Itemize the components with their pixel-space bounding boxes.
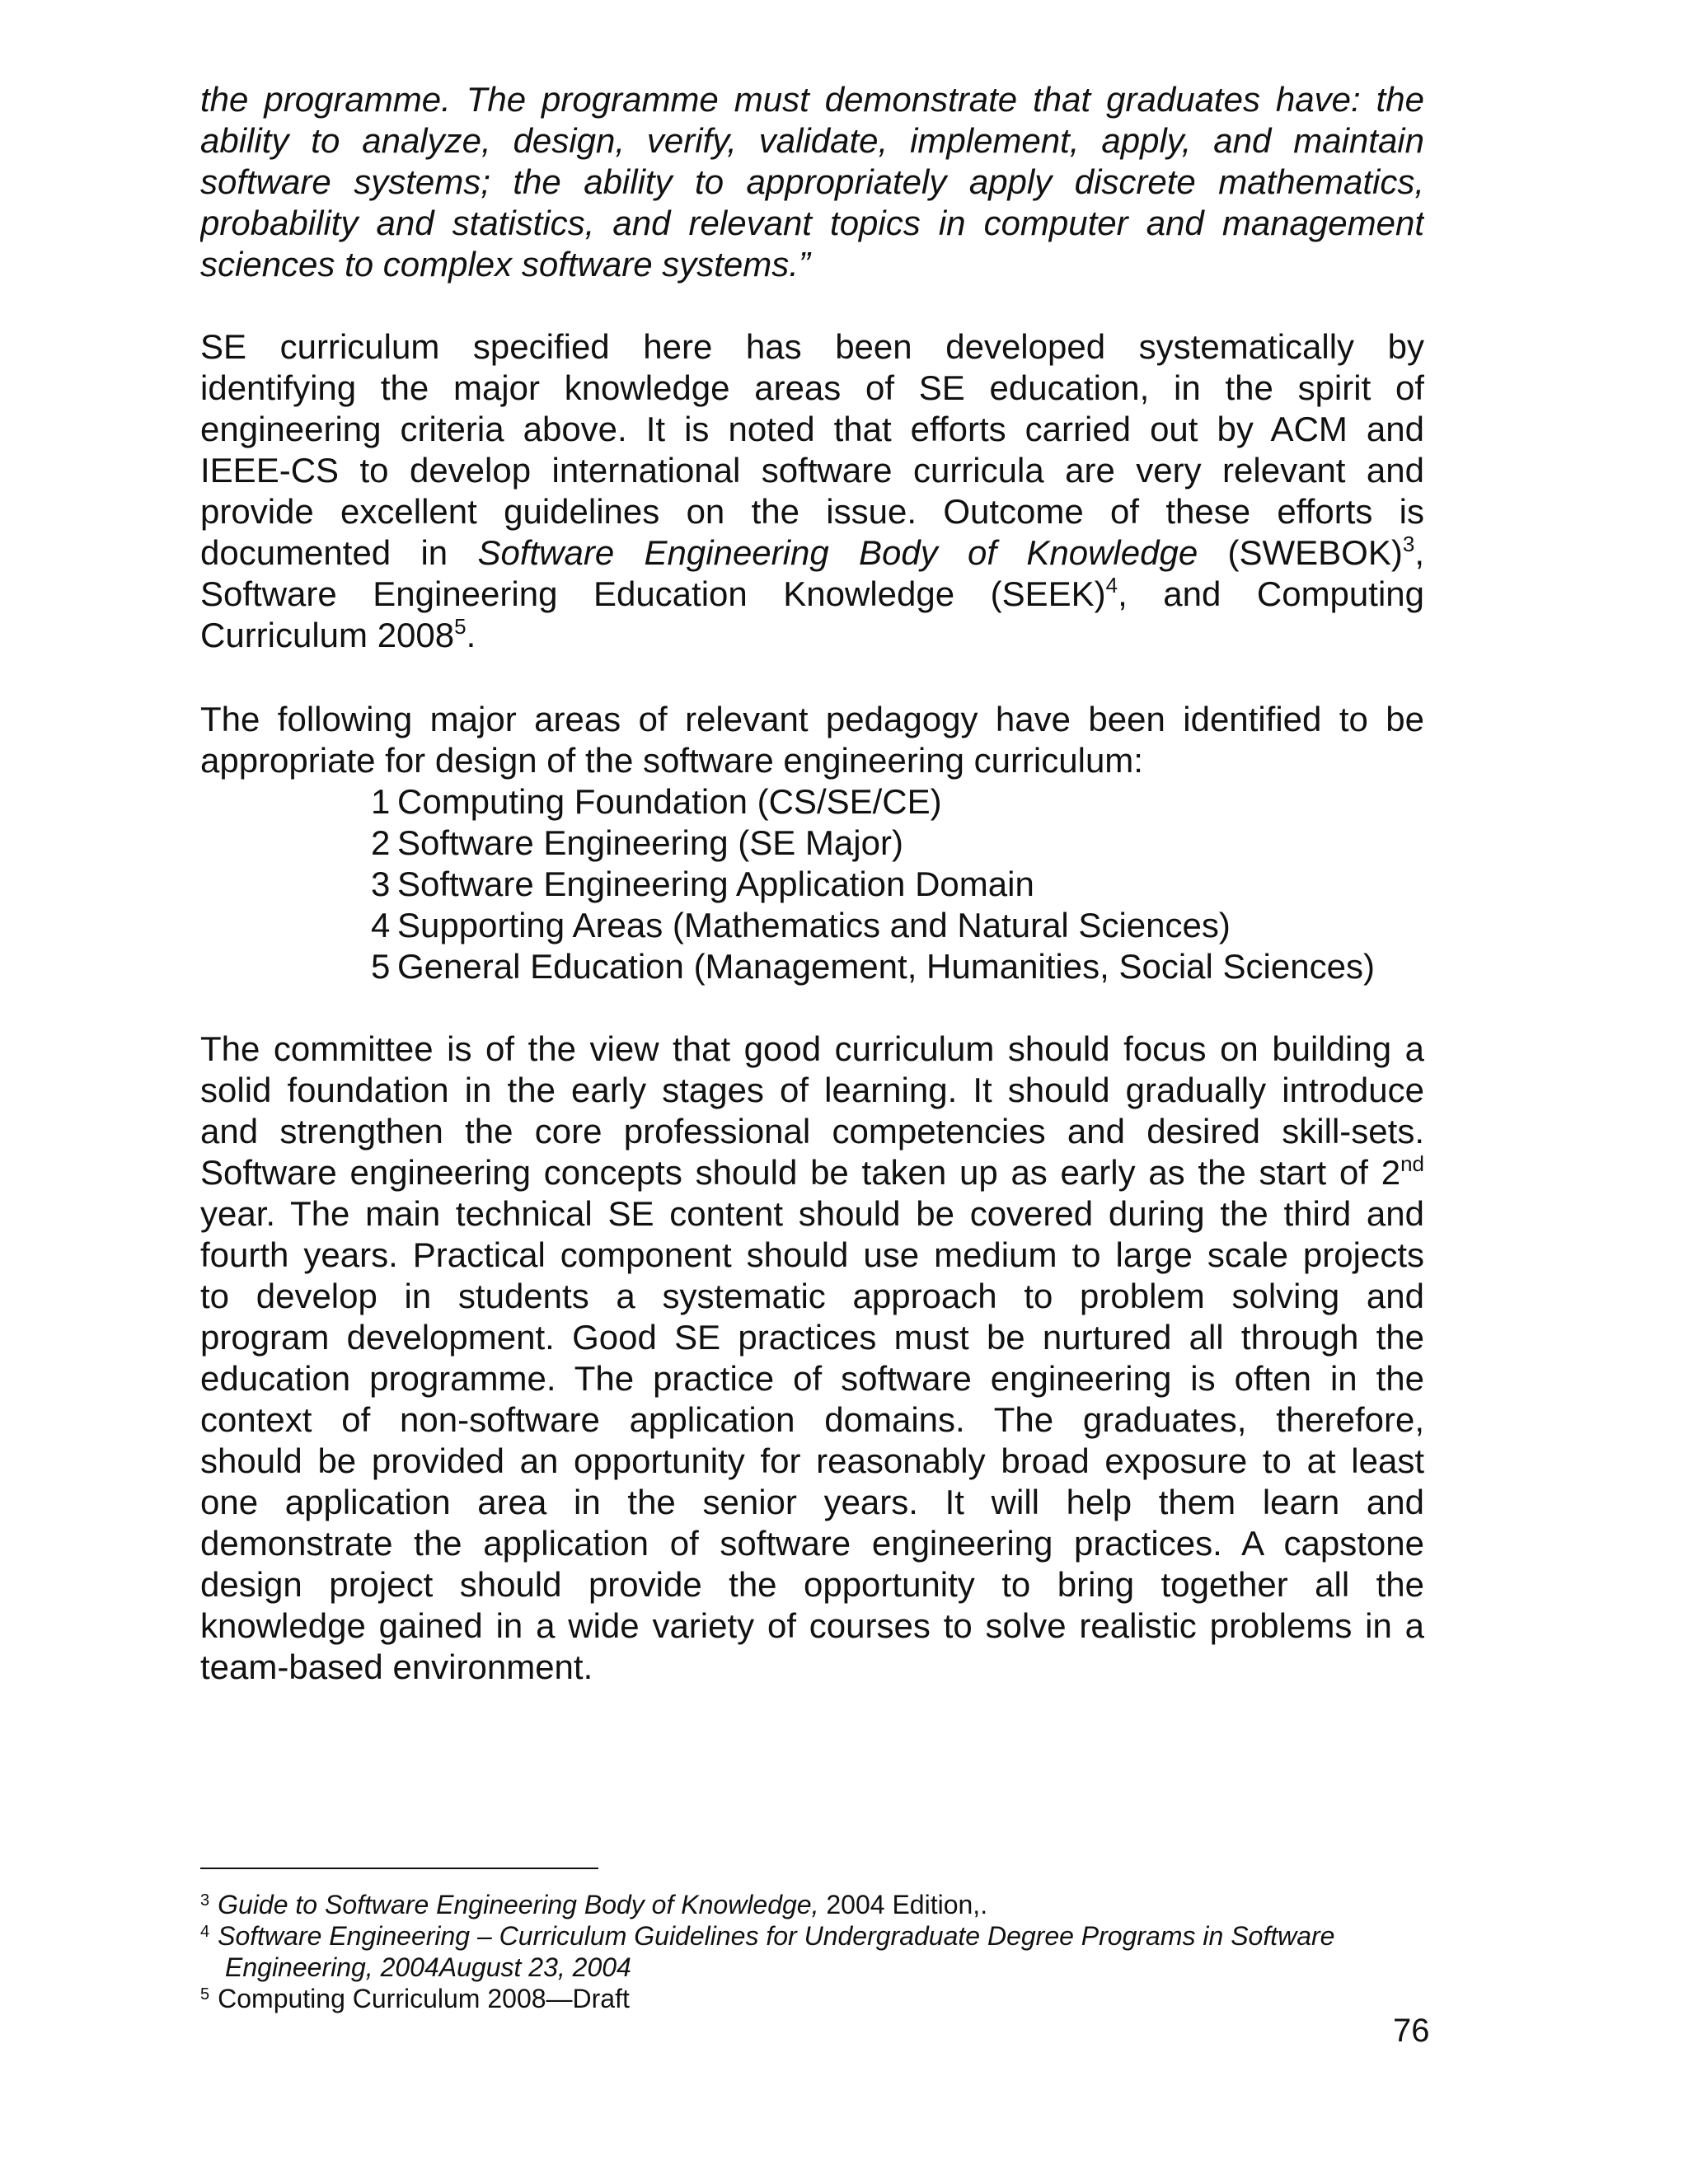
text-run: , and Computing xyxy=(1118,574,1424,613)
list-item-text: Supporting Areas (Mathematics and Natural Sciences) xyxy=(397,906,1231,944)
footnote-marker: 4 xyxy=(200,1923,210,1941)
text-line: demonstrate the application of software engineering practices. A capstone xyxy=(200,1524,1424,1563)
text-line: software systems; the ability to appropriately apply discrete mathematics, xyxy=(200,162,1424,201)
list-item-text: General Education (Management, Humanities, Social Sciences) xyxy=(397,947,1375,986)
list-number: 5 xyxy=(371,947,391,986)
footnote-title-continued: Engineering, 2004August 23, 2004 xyxy=(225,1952,631,1982)
text-line: knowledge gained in a wide variety of courses to solve realistic problems in a xyxy=(200,1606,1424,1645)
footnote-text: Computing Curriculum 2008—Draft xyxy=(218,1984,630,2013)
text-line: context of non-software application domains. The graduates, therefore, xyxy=(200,1400,1424,1439)
committee-paragraph xyxy=(200,1029,1424,1688)
text-line: education programme. The practice of software engineering is often in the xyxy=(200,1359,1424,1398)
ordinal-suffix: nd xyxy=(1400,1152,1424,1176)
text-line: year. The main technical SE content should be covered during the third and xyxy=(200,1194,1424,1233)
text-line: solid foundation in the early stages of learning. It should gradually introduce xyxy=(200,1071,1424,1109)
text-line: identifying the major knowledge areas of SE education, in the spirit of xyxy=(200,368,1424,407)
footnote-text: 2004 Edition,. xyxy=(818,1890,988,1919)
text-line: design project should provide the opportunity to bring together all the xyxy=(200,1565,1424,1604)
text-line xyxy=(200,1152,1424,1193)
text-line: The committee is of the view that good curriculum should focus on building a xyxy=(200,1029,1424,1068)
text-run: Software Engineering Education Knowledge (SEEK) xyxy=(200,574,1106,613)
text-line xyxy=(200,532,1424,574)
footnote-divider xyxy=(200,1868,598,1869)
page-number: 76 xyxy=(1393,2013,1430,2049)
text-line: and strengthen the core professional competencies and desired skill-sets. xyxy=(200,1112,1424,1151)
text-line: one application area in the senior years. It will help them learn and xyxy=(200,1483,1424,1521)
quote-paragraph xyxy=(200,79,1424,285)
footnote-title: Software Engineering – Curriculum Guidelines for Undergraduate Degree Programs in Software xyxy=(218,1921,1335,1951)
swebok-title: Software Engineering Body of Knowledge xyxy=(477,533,1198,572)
list-item-text: Software Engineering (SE Major) xyxy=(397,823,903,862)
list-number: 1 xyxy=(371,782,391,821)
list-item-text: Computing Foundation (CS/SE/CE) xyxy=(397,782,942,821)
footnote-4 xyxy=(200,1920,1334,1983)
text-line: provide excellent guidelines on the issue. Outcome of these efforts is xyxy=(200,492,1424,531)
text-line: IEEE-CS to develop international software curricula are very relevant and xyxy=(200,451,1424,490)
text-run: . xyxy=(466,616,476,654)
footnote-3 xyxy=(200,1889,987,1920)
text-line: program development. Good SE practices must be nurtured all through the xyxy=(200,1318,1424,1357)
text-line xyxy=(200,615,1424,656)
text-line: engineering criteria above. It is noted that efforts carried out by ACM and xyxy=(200,410,1424,448)
text-line: should be provided an opportunity for reasonably broad exposure to at least xyxy=(200,1441,1424,1480)
text-run: documented in xyxy=(200,533,478,572)
curriculum-paragraph xyxy=(200,326,1424,656)
footnote-5 xyxy=(200,1983,630,2014)
text-run: , xyxy=(1414,533,1424,572)
list-item xyxy=(371,905,1375,946)
text-line: sciences to complex software systems.” xyxy=(200,245,810,284)
footnote-ref-5: 5 xyxy=(454,615,467,639)
footnote-ref-4: 4 xyxy=(1105,574,1118,598)
list-item xyxy=(371,864,1375,905)
text-line: fourth years. Practical component should use medium to large scale projects xyxy=(200,1235,1424,1274)
list-item xyxy=(371,823,1375,864)
list-number: 3 xyxy=(371,865,391,903)
text-run: Software engineering concepts should be taken up as early as the start of 2 xyxy=(200,1153,1401,1192)
footnote-marker: 5 xyxy=(200,1985,210,2004)
footnote-title: Guide to Software Engineering Body of Knowledge, xyxy=(218,1890,819,1919)
list-item-text: Software Engineering Application Domain xyxy=(397,865,1034,903)
footnote-marker: 3 xyxy=(200,1891,210,1910)
pedagogy-intro-paragraph xyxy=(200,699,1424,781)
text-line: probability and statistics, and relevant topics in computer and management xyxy=(200,204,1424,242)
list-number: 4 xyxy=(371,906,391,944)
text-run: (SWEBOK) xyxy=(1198,533,1403,572)
list-number: 2 xyxy=(371,823,391,862)
list-item xyxy=(371,781,1375,823)
text-line: ability to analyze, design, verify, validate, implement, apply, and maintain xyxy=(200,121,1424,160)
text-run: Curriculum 2008 xyxy=(200,616,455,654)
text-line xyxy=(200,574,1424,615)
text-line: to develop in students a systematic approach to problem solving and xyxy=(200,1277,1424,1315)
text-line: the programme. The programme must demonstrate that graduates have: the xyxy=(200,80,1424,119)
pedagogy-areas-list xyxy=(371,781,1375,987)
text-line: appropriate for design of the software engineering curriculum: xyxy=(200,741,1143,780)
text-line: The following major areas of relevant pedagogy have been identified to be xyxy=(200,700,1424,738)
list-item xyxy=(371,946,1375,987)
footnote-ref-3: 3 xyxy=(1402,532,1415,556)
text-line: team-based environment. xyxy=(200,1647,593,1686)
text-line: SE curriculum specified here has been developed systematically by xyxy=(200,327,1424,366)
